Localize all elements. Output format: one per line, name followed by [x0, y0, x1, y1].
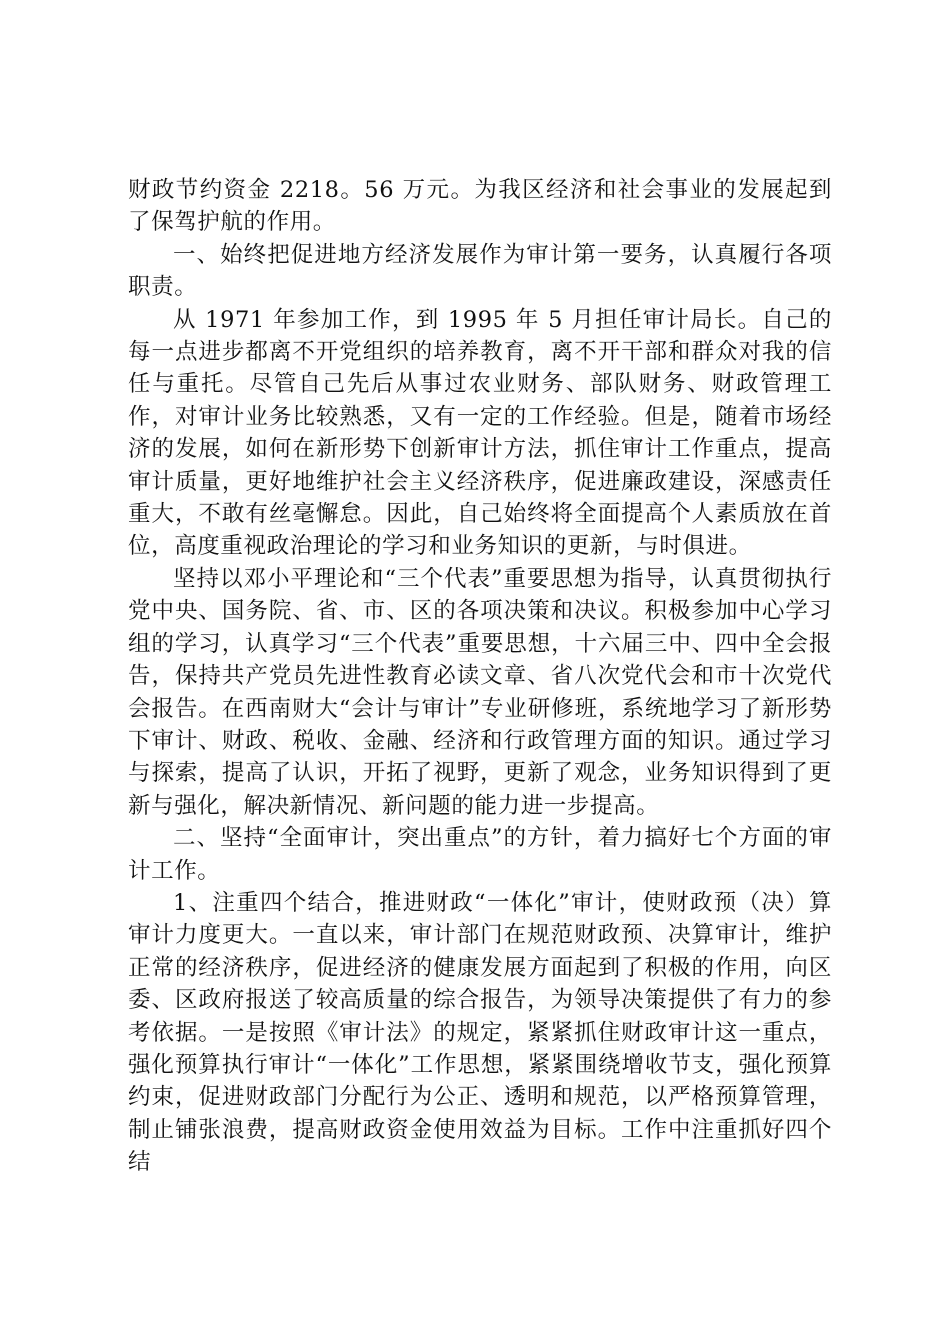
paragraph-career: 从 1971 年参加工作，到 1995 年 5 月担任审计局长。自己的每一点进步都离不开党组织的培养教育，离不开干部和群众对我的信任与重托。尽管自己先后从事过农业财务、部队财务、财政管理工作，对审计业务比较熟悉，又有一定的工作经验。但是，随着市场经济的发展，如何在新形势下创新审计方法，抓住审计工作重点，提高审计质量，更好地维护社会主义经济秩序，促进廉政建设，深感责任重大，不敢有丝毫懈怠。因此，自己始终将全面提高个人素质放在首位，高度重视政治理论的学习和业务知识的更新，与时俱进。	[128, 306, 832, 560]
paragraph-study: 坚持以邓小平理论和“三个代表”重要思想为指导，认真贯彻执行党中央、国务院、省、市、区的各项决策和决议。积极参加中心学习组的学习，认真学习“三个代表”重要思想，十六届三中、四中全会报告，保持共产党员先进性教育必读文章、省八次党代会和市十次党代会报告。在西南财大“会计与审计”专业研修班，系统地学习了新形势下审计、财政、税收、金融、经济和行政管理方面的知识。通过学习与探索，提高了认识，开拓了视野，更新了观念，业务知识得到了更新与强化，解决新情况、新问题的能力进一步提高。	[128, 565, 832, 819]
section-heading-2: 二、坚持“全面审计，突出重点”的方针，着力搞好七个方面的审计工作。	[128, 825, 832, 884]
document-body	[128, 174, 832, 1179]
paragraph-finance-audit: 1、注重四个结合，推进财政“一体化”审计，使财政预（决）算审计力度更大。一直以来，审计部门在规范财政预、决算审计，维护正常的经济秩序，促进经济的健康发展方面起到了积极的作用，向区委、区政府报送了较高质量的综合报告，为领导决策提供了有力的参考依据。一是按照《审计法》的规定，紧紧抓住财政审计这一重点，强化预算执行审计“一体化”工作思想，紧紧围绕增收节支，强化预算约束，促进财政部门分配行为公正、透明和规范，以严格预算管理，制止铺张浪费，提高财政资金使用效益为目标。工作中注重抓好四个结	[128, 889, 832, 1176]
paragraph-continuation: 财政节约资金 2218。56 万元。为我区经济和社会事业的发展起到了保驾护航的作用。	[128, 177, 832, 236]
section-heading-1: 一、始终把促进地方经济发展作为审计第一要务，认真履行各项职责。	[128, 241, 832, 301]
